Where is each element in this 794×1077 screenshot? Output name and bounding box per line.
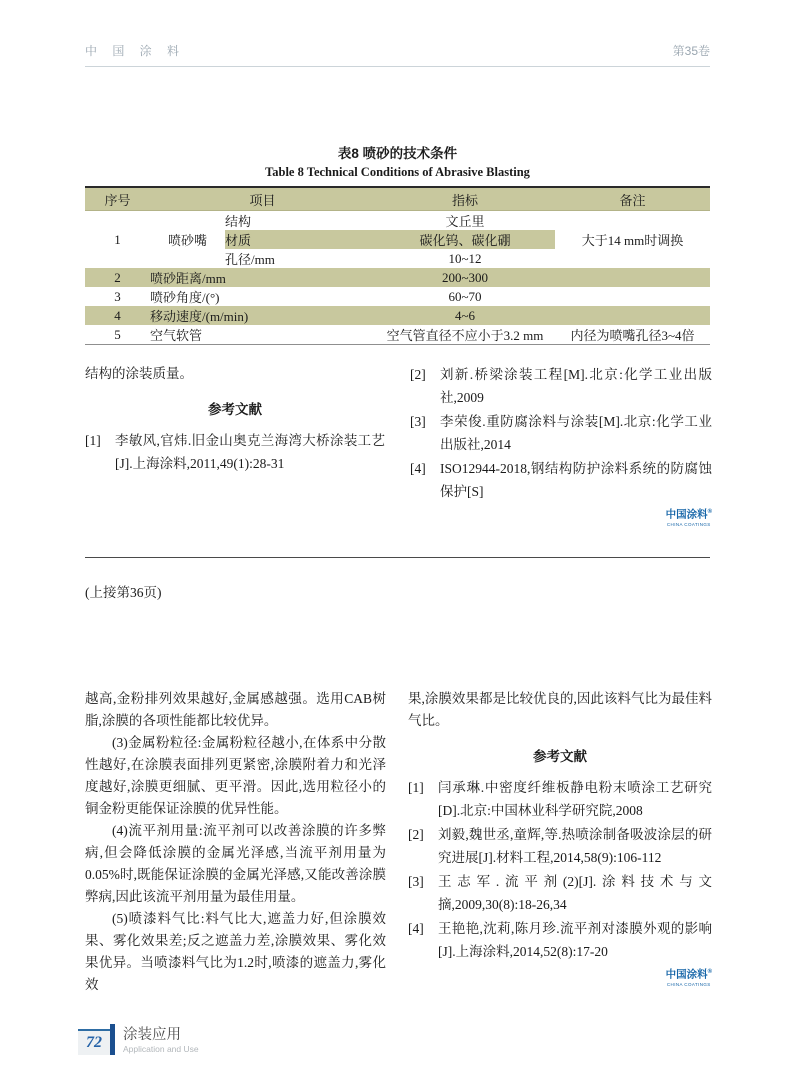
reference-entry: [408, 917, 712, 963]
row1-item: 喷砂嘴: [167, 233, 207, 248]
row5-item: 空气软管: [150, 328, 203, 343]
row5-value: 空气管直径不应小于3.2 mm: [386, 328, 544, 343]
table-row: [85, 287, 710, 306]
body-paragraph: (3)金属粉粒径:金属粉粒径越小,在体系中分散性越好,在涂膜表面排列更紧密,涂膜附着力和光泽度越好,涂膜更细腻、更平滑。因此,选用粒径小的铜金粉更能保证涂膜的优异性能。: [85, 735, 386, 816]
row5-remark: 内径为喷嘴孔径3~4倍: [570, 328, 695, 343]
footer-section-cn: 涂装应用: [123, 1027, 181, 1043]
logo-text-cn: [666, 507, 712, 521]
page-number: 72: [86, 1034, 102, 1051]
table-title-en: Table 8 Technical Conditions of Abrasive Blasting: [265, 165, 530, 179]
registered-mark-icon: ®: [707, 969, 712, 975]
reference-number: [3]: [410, 414, 426, 429]
logo-text-cn: [666, 967, 712, 981]
reference-entry: [85, 429, 385, 475]
footer-section-en: Application and Use: [123, 1044, 199, 1054]
table-row: [85, 268, 710, 287]
row2-remark: [555, 268, 710, 287]
reference-number: [1]: [408, 780, 424, 795]
body-paragraph: 果,涂膜效果都是比较优良的,因此该料气比为最佳料气比。: [408, 691, 712, 728]
row2-value: 200~300: [375, 268, 555, 287]
reference-entry: [408, 870, 712, 916]
reference-number: [4]: [410, 461, 426, 476]
upper-right-column: [410, 363, 712, 528]
col-header-index: 指标: [375, 187, 555, 211]
col-header-no: 序号: [85, 187, 150, 211]
continuation-note: (上接第36页): [85, 585, 162, 600]
table-row: [85, 306, 710, 325]
row1-sub-material: 材质: [225, 230, 375, 249]
volume-label: 第35卷: [672, 44, 710, 58]
reference-entry: [410, 363, 712, 409]
reference-text: 李荣俊.重防腐涂料与涂装[M].北京:化学工业出版社,2014: [440, 414, 712, 452]
reference-text: 闫承琳.中密度纤维板静电粉末喷涂工艺研究[D].北京:中国林业科学研究院,2008: [438, 780, 712, 818]
row4-no: 4: [85, 306, 150, 325]
page-footer: [78, 1024, 199, 1055]
reference-entry: [408, 776, 712, 822]
logo-text-en: CHINA COATINGS: [666, 521, 711, 527]
reference-entry: [408, 823, 712, 869]
running-head: [85, 42, 710, 67]
row4-item: 移动速度/(m/min): [150, 306, 375, 325]
reference-text: 王艳艳,沈莉,陈月珍.流平剂对漆膜外观的影响[J].上海涂料,2014,52(8):17-20: [438, 921, 712, 959]
body-paragraph: 越高,金粉排列效果越好,金属感越强。选用CAB树脂,涂膜的各项性能都比较优异。: [85, 691, 386, 728]
row2-item: 喷砂距离/mm: [150, 268, 375, 287]
row3-item: 喷砂角度/(°): [150, 290, 220, 305]
section-divider: [85, 557, 710, 558]
reference-number: [2]: [408, 827, 424, 842]
table-title-cn: 表8 喷砂的技术条件: [337, 146, 458, 161]
row1-sub-bore: 孔径/mm: [225, 252, 275, 267]
reference-text: 李敏风,官炜.旧金山奥克兰海湾大桥涂装工艺[J].上海涂料,2011,49(1):28-31: [115, 433, 385, 471]
reference-text: 刘新.桥梁涂装工程[M].北京:化学工业出版社,2009: [440, 367, 712, 405]
reference-number: [4]: [408, 921, 424, 936]
row2-no: 2: [85, 268, 150, 287]
col-header-remark: 备注: [555, 187, 710, 211]
reference-number: [2]: [410, 367, 426, 382]
references-heading: 参考文献: [208, 402, 262, 417]
reference-text: 刘毅,魏世丞,童辉,等.热喷涂制备吸波涂层的研究进展[J].材料工程,2014,58(9):106-112: [438, 827, 712, 865]
row3-no: 3: [114, 288, 121, 304]
reference-entry: [410, 457, 712, 503]
reference-text: ISO12944-2018,钢结构防护涂料系统的防腐蚀保护[S]: [440, 461, 712, 499]
row5-no: 5: [114, 326, 121, 342]
reference-text: 王志军.流平剂(2)[J].涂料技术与文摘,2009,30(8):18-26,34: [438, 874, 712, 912]
footer-accent-bar: [110, 1024, 115, 1055]
lower-left-column: [85, 688, 386, 996]
reference-number: [1]: [85, 433, 101, 448]
row1-no: 1: [114, 231, 121, 247]
reference-entry: [410, 410, 712, 456]
row1-sub-structure: 结构: [225, 214, 252, 229]
table8-block: [85, 142, 710, 345]
upper-left-column: [85, 363, 385, 476]
lower-right-column: [408, 688, 712, 988]
page-number-box: [78, 1029, 110, 1055]
china-coatings-logo: [666, 507, 712, 528]
journal-name: 中 国 涂 料: [85, 44, 186, 58]
row1-value-bore: 10~12: [448, 250, 482, 266]
body-paragraph: (4)流平剂用量:流平剂可以改善涂膜的许多弊病,但会降低涂膜的金属光泽感,当流平剂用量为0.05%时,既能保证涂膜的金属光泽感,又能改善涂膜弊病,因此该流平剂用量为最佳用量。: [85, 823, 386, 904]
abrasive-blasting-table: [85, 186, 710, 345]
row3-value: 60~70: [448, 288, 482, 304]
row4-remark: [555, 306, 710, 325]
row4-value: 4~6: [375, 306, 555, 325]
row1-remark: 大于14 mm时调换: [581, 233, 684, 248]
col-header-item: 项目: [150, 187, 375, 211]
reference-number: [3]: [408, 874, 424, 889]
logo-text-en: CHINA COATINGS: [666, 981, 711, 987]
table-header-row: [85, 187, 710, 211]
row1-value-material: 碳化钨、碳化硼: [375, 230, 555, 249]
footer-section-label: [123, 1027, 199, 1055]
body-text: 结构的涂装质量。: [85, 366, 193, 381]
logo-name: 中国涂料: [665, 508, 708, 521]
references-heading: 参考文献: [533, 749, 587, 764]
table-row: [85, 325, 710, 345]
china-coatings-logo: [666, 967, 712, 988]
row3-remark: [555, 287, 710, 306]
table-row: [85, 211, 710, 231]
body-paragraph: (5)喷漆料气比:料气比大,遮盖力好,但涂膜效果、雾化效果差;反之遮盖力差,涂膜效果、雾化效果优异。当喷漆料气比为1.2时,喷漆的遮盖力,雾化效: [85, 911, 386, 992]
registered-mark-icon: ®: [707, 509, 712, 515]
row1-value-structure: 文丘里: [445, 214, 485, 229]
logo-name: 中国涂料: [665, 968, 708, 981]
